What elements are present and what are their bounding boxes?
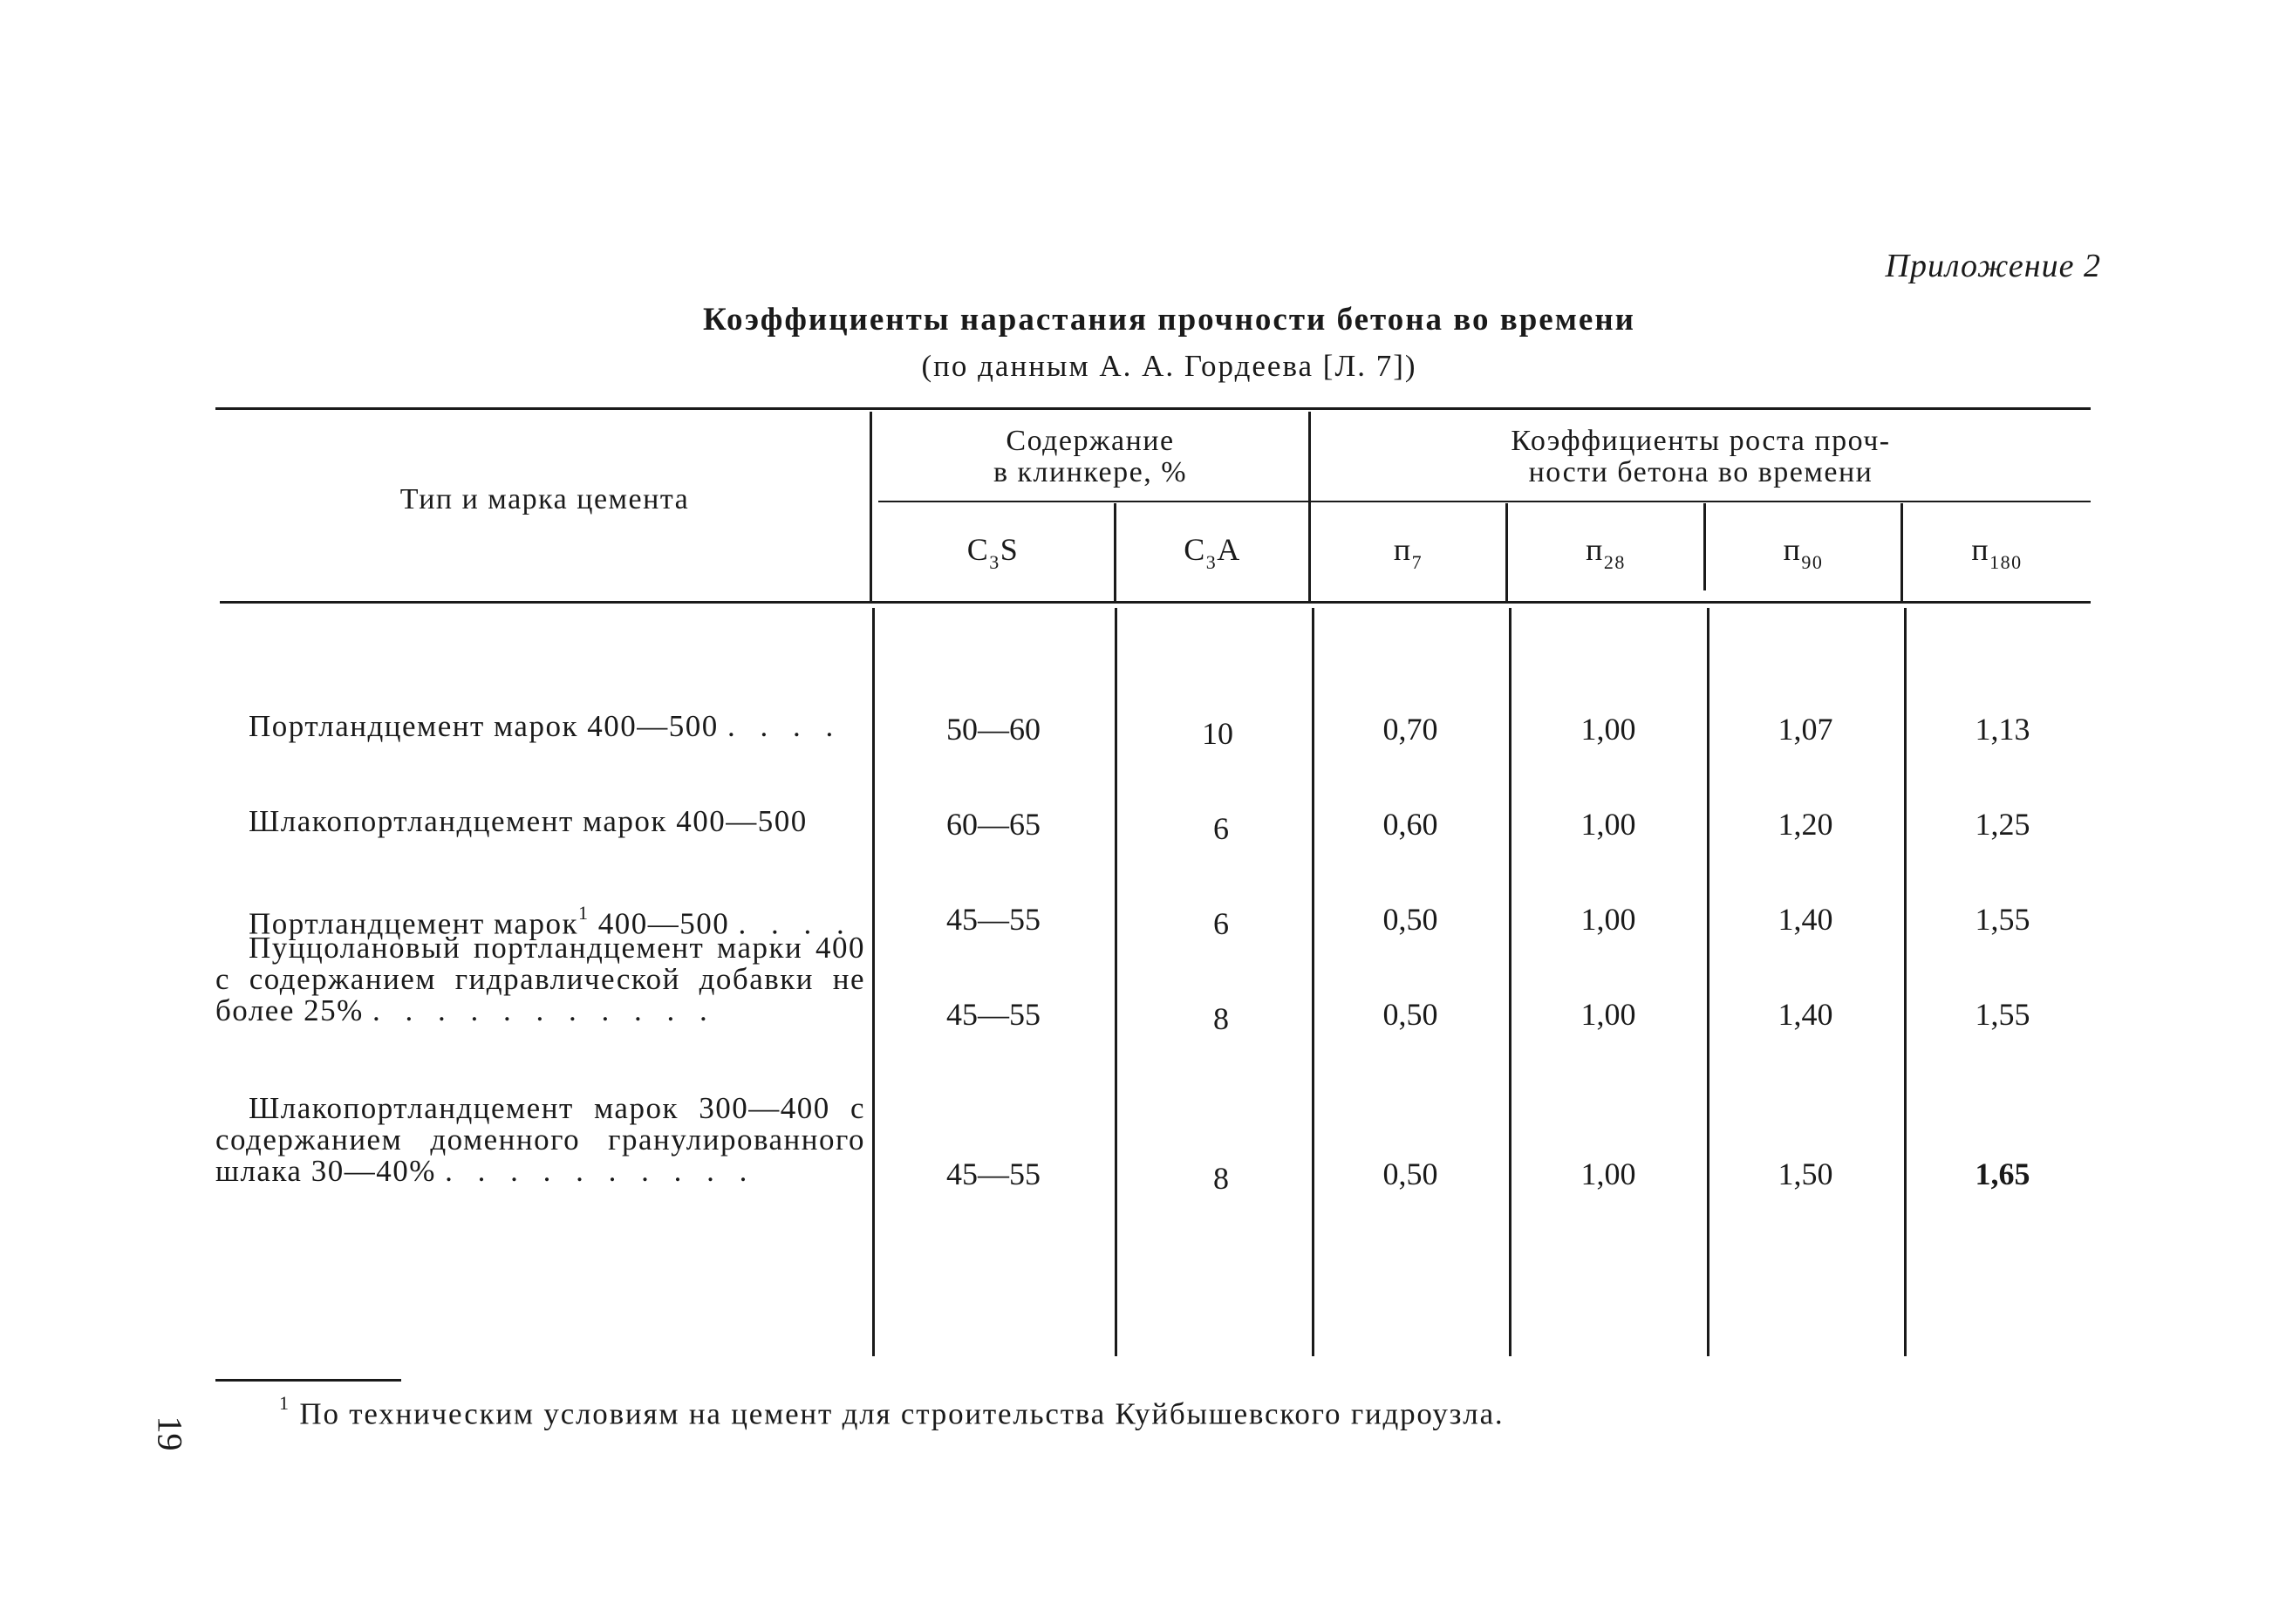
row-1-n180: 1,13 — [1975, 712, 2030, 747]
header-n180: $п_{180}$ — [1971, 532, 2023, 573]
body-vline-2 — [1115, 608, 1117, 1356]
header-c3a: $C_3A$ — [1184, 532, 1241, 573]
page-number: 19 — [150, 1416, 190, 1451]
row-3-n180: 1,55 — [1975, 902, 2030, 937]
row-5-c3a: 8 — [1213, 1161, 1229, 1196]
body-vline-6 — [1904, 608, 1907, 1356]
footnote-mark: 1 — [577, 902, 590, 924]
header-content-group — [872, 426, 1308, 488]
row-5-c3s: 45—55 — [946, 1157, 1041, 1191]
table-top-rule — [215, 407, 2091, 410]
row-5-n90: 1,50 — [1778, 1157, 1833, 1191]
header-bottom-rule — [220, 601, 2091, 604]
body-vline-5 — [1707, 608, 1709, 1356]
row-3-c3a: 6 — [1213, 906, 1229, 941]
row-4-n180: 1,55 — [1975, 997, 2030, 1032]
body-vline-3 — [1312, 608, 1314, 1356]
row-2-c3a: 6 — [1213, 811, 1229, 846]
row-5-n180: 1,65 — [1975, 1157, 2030, 1191]
row-4-c3s: 45—55 — [946, 997, 1041, 1032]
row-5-type: Шлакопортландцемент марок 300—400 с содержанием доменного гранулированного шлака 30—40% . . . . . . . . . . — [215, 1091, 865, 1188]
row-2-n180: 1,25 — [1975, 807, 2030, 842]
header-coef-group — [1311, 426, 2091, 488]
row-3-n7: 0,50 — [1382, 902, 1438, 937]
row-2-n90: 1,20 — [1778, 807, 1833, 842]
row-1-type: Портландцемент марок 400—500 . . . . — [249, 709, 843, 743]
header-content-line2: в клинкере, % — [993, 456, 1188, 488]
row-3-n28: 1,00 — [1580, 902, 1636, 937]
row-4-type: Пуццолановый портландцемент марки 400 с содержанием гидравлической добавки не более 25% . . . . . . . . . . . — [215, 931, 865, 1027]
row-2-type: Шлакопортландцемент марок 400—500 — [249, 804, 808, 838]
row-4-c3a: 8 — [1213, 1001, 1229, 1036]
header-n90: $п_{90}$ — [1783, 532, 1824, 573]
table-title: Коэффициенты нарастания прочности бетона во времени — [703, 302, 1635, 338]
footnote: $^1$ По техническим условиям на цемент для строительства Куйбышевского гидроузла. — [279, 1392, 1505, 1431]
row-2-n7: 0,60 — [1382, 807, 1438, 842]
row-2-n28: 1,00 — [1580, 807, 1636, 842]
appendix-label: Приложение 2 — [1885, 248, 2101, 284]
row-5-n7: 0,50 — [1382, 1157, 1438, 1191]
header-n7: $п_7$ — [1393, 532, 1423, 573]
header-coef-line2: ности бетона во времени — [1528, 456, 1873, 488]
row-4-n28: 1,00 — [1580, 997, 1636, 1032]
row-4-n90: 1,40 — [1778, 997, 1833, 1032]
row-1-n90: 1,07 — [1778, 712, 1833, 747]
row-1-n28: 1,00 — [1580, 712, 1636, 747]
header-type-column: Тип и марка цемента — [399, 483, 690, 515]
header-content-line1: Содержание — [1006, 425, 1175, 457]
footnote-number: 1 — [279, 1392, 290, 1414]
row-4-n7: 0,50 — [1382, 997, 1438, 1032]
row-3-n90: 1,40 — [1778, 902, 1833, 937]
header-group-rule — [878, 501, 2091, 502]
row-2-c3s: 60—65 — [946, 807, 1041, 842]
row-1-n7: 0,70 — [1382, 712, 1438, 747]
row-3-type: Портландцемент марок$^1$ 400—500 . . . . — [249, 902, 853, 941]
row-3-c3s: 45—55 — [946, 902, 1041, 937]
body-vline-4 — [1509, 608, 1511, 1356]
body-vline-1 — [872, 608, 875, 1356]
row-1-c3s: 50—60 — [946, 712, 1041, 747]
header-n28: $п_{28}$ — [1586, 532, 1626, 573]
footnote-rule — [215, 1379, 401, 1382]
table-subtitle: (по данным А. А. Гордеева [Л. 7]) — [921, 349, 1417, 383]
header-coef-line1: Коэффициенты роста проч- — [1511, 425, 1891, 457]
row-5-n28: 1,00 — [1580, 1157, 1636, 1191]
row-1-c3a: 10 — [1202, 716, 1233, 751]
header-c3s: $C_3S$ — [966, 532, 1020, 573]
